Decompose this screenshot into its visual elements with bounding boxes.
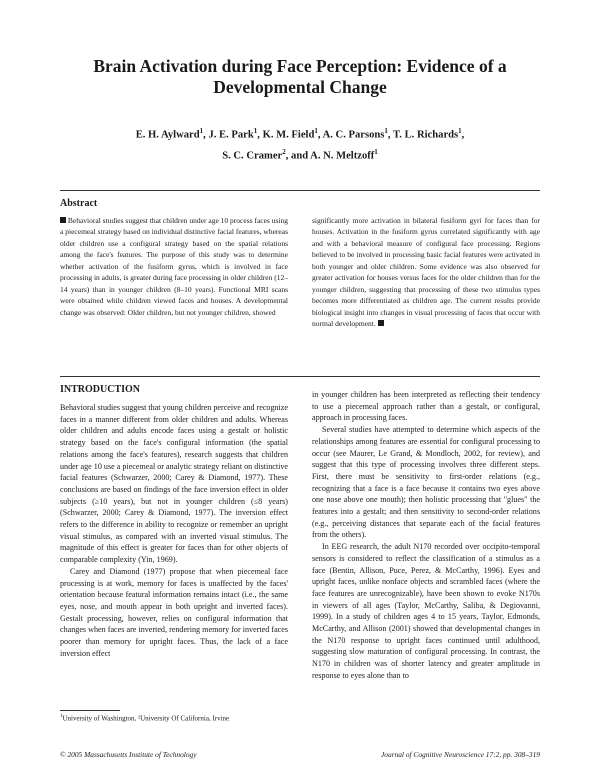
author-separator: , [203, 129, 209, 141]
abstract-text-left: Behavioral studies suggest that children under age 10 process faces using a piecemeal strategy based on individual distinctive facial features, whereas older children use a configural strategy based on the spatial relations among the face's features. The purpose of this study was to determine whether activation of the fusiform gyrus, which is involved in face processing in adults, is greater during face processing in older children (12–14 years) than in younger children (8–10 years). Functional MRI scans were obtained while children viewed faces and houses. A developmental change was observed: Older children, but not younger children, showed [60, 216, 288, 317]
abstract-heading: Abstract [60, 198, 98, 209]
author-name: K. M. Field [262, 129, 315, 141]
author-separator: , [387, 129, 394, 141]
author-name: A. N. Meltzoff [310, 150, 375, 162]
abstract-start-marker [60, 217, 66, 223]
intro-paragraph-4: Several studies have attempted to determine which aspects of the relationships among features are essential for configural processing to occur (see Maurer, Le Grand, & Mondloch, 2002, for review), and suggest that this type of processing involves three different steps. First, there must be sensitivity to first-order relations (e.g., recognizing that a face is a face because it contains two eyes above one nose above one mouth); then holistic processing that "glues" the features into a gestalt; and then sensitivity to second-order relations (e.g., perceiving distances that separate each of the facial features from the others). [312, 425, 540, 540]
copyright-footer: © 2005 Massachusetts Institute of Technology [60, 750, 197, 759]
author-separator: , [317, 129, 323, 141]
author-affiliation-mark: 1 [458, 127, 462, 135]
abstract-top-rule [60, 190, 540, 191]
abstract-end-marker [378, 320, 384, 326]
footnote-text: University of Washington, ²University Of California, Irvine [62, 714, 230, 723]
author-name: S. C. Cramer [222, 150, 283, 162]
author-name: A. C. Parsons [322, 129, 385, 141]
author-separator: , [461, 129, 465, 141]
intro-paragraph-3: in younger children has been interpreted as reflecting their tendency to use a piecemeal approach rather than a gestalt, or configural, approach in processing faces. [312, 390, 540, 423]
author-line-2 [60, 144, 540, 165]
intro-paragraph-2: Carey and Diamond (1977) propose that when piecemeal face processing is at work, memory for faces is unaffected by the faces' orientation because featural information remains intact (i.e., the same eyes, nose, and mouth appear in both upright and inverted faces). Gestalt processing, however, relies on configural information that changes when faces are inverted, rendering memory for inverted faces poorer than memory for upright faces. Thus, the lack of a face inversion effect [60, 566, 288, 658]
author-affiliation-mark: 1 [314, 127, 318, 135]
abstract-bottom-rule [60, 376, 540, 377]
abstract-text-right: significantly more activation in bilateral fusiform gyri for faces than for houses. Activation in the fusiform gyrus correlated significantly with age and with a behavioral measure of configural face processing. Regions believed to be involved in processing basic facial features were activated in both younger and older children. Some evidence was also observed for greater activation for houses versus faces for the older children than for the younger children, suggesting that processing of these two stimulus types becomes more differentiated as children age. The current results provide biological insight into changes in visual processing of faces that occur with normal development. [312, 216, 540, 329]
abstract-left-column [60, 215, 288, 318]
author-affiliation-mark: 1 [199, 127, 204, 135]
body-left-column [60, 402, 288, 659]
author-affiliation-mark: 1 [253, 127, 258, 135]
section-heading-introduction: INTRODUCTION [60, 384, 141, 395]
author-name: E. H. Aylward [135, 129, 200, 141]
author-line-1 [60, 123, 540, 144]
journal-footer: Journal of Cognitive Neuroscience 17:2, pp. 308–319 [380, 750, 540, 759]
affiliation-footnote [60, 714, 229, 722]
paper-title: Brain Activation during Face Perception: Evidence of a Developmental Change [93, 56, 507, 97]
intro-paragraph-1: Behavioral studies suggest that young children perceive and recognize faces in a manner different from older children and adults. Whereas older children and adults encode faces using a gestalt or holistic strategy based on the face's configural information (the spatial relations among the face's features), research suggests that children under age 10 use a piecemeal or analytic strategy reliant on distinctive facial features (Schwarzer, 2000; Carey & Diamond, 1977). These conclusions are based on findings of the face inversion effect in older subjects (≥10 years), but not in younger children (≤8 years) (Schwarzer, 2000; Carey & Diamond, 1977). The inversion effect refers to the difference in ability to recognize or remember an upright visual stimulus, as compared with an inverted visual stimulus. The magnitude of this effect is greater for faces than for other objects of comparable complexity (Yin, 1969). [60, 403, 288, 565]
footnote-mark: 1 [60, 714, 63, 719]
footnote-rule [60, 710, 120, 711]
author-affiliation-mark: 1 [374, 147, 378, 156]
author-separator: , [257, 129, 263, 141]
body-right-column [312, 389, 540, 682]
author-separator: , and [285, 150, 311, 162]
author-list [60, 123, 540, 164]
author-affiliation-mark: 2 [282, 147, 286, 156]
author-affiliation-mark: 1 [384, 127, 388, 135]
author-name: J. E. Park [208, 129, 254, 141]
intro-paragraph-5: In EEG research, the adult N170 recorded over occipito-temporal sensors is considered to reflect the classification of a stimulus as a face (Bentin, Allison, Puce, Perez, & McCarthy, 1996). Eyes and upright faces, unlike nonface objects and scrambled faces (where the face features are unrecognizable), have been shown to evoke N170s in viewers of all ages (Taylor, McCarthy, Saliba, & Degiovanni, 1999). In a study of children ages 4 to 15 years, Taylor, Edmonds, McCarthy, and Allison (2001) showed that developmental changes in the N170 response to upright faces continued until adulthood, suggesting slow maturation of configural processing. In contrast, the N170 in children was of shorter latency and greater amplitude in response to eyes alone than to [312, 542, 540, 680]
abstract-right-column [312, 215, 540, 330]
author-name: T. L. Richards [393, 129, 459, 141]
